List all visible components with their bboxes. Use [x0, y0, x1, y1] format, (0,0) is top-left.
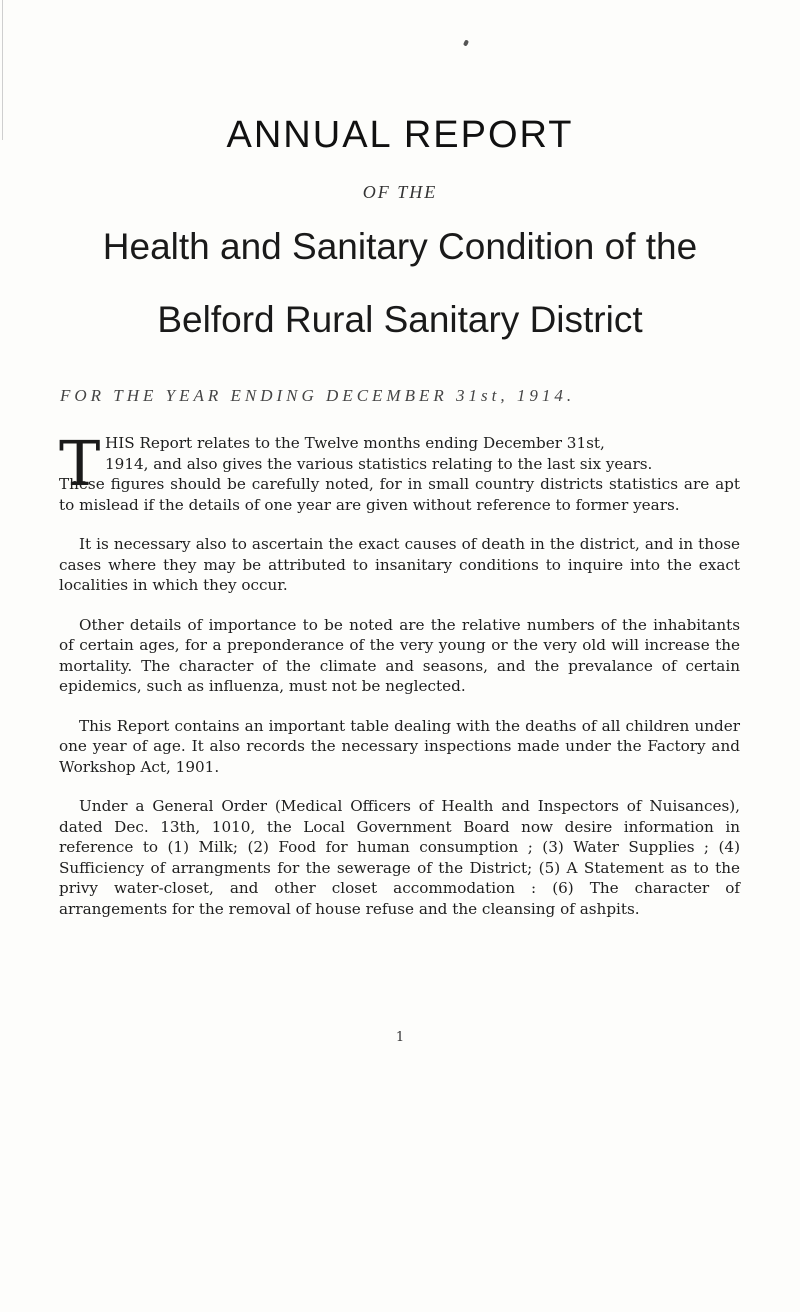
year-ending-line: FOR THE YEAR ENDING DECEMBER 31st, 1914.: [60, 386, 576, 405]
report-body: [59, 427, 740, 938]
ink-speck: [463, 39, 469, 46]
page-number: 1: [395, 1030, 405, 1045]
report-title: ANNUAL REPORT: [226, 114, 574, 156]
subtitle-line-1: Health and Sanitary Condition of the: [102, 226, 698, 267]
paragraph-1-rest: These figures should be carefully noted, for in small country districts statistics are apt to mislead if the details of one year are given without reference to former years.: [59, 475, 740, 514]
paragraph-1: [59, 427, 740, 515]
drop-cap: T: [59, 427, 101, 500]
paragraph-1-indented: 1914, and also gives the various statistics relating to the last six years.: [105, 454, 653, 473]
subtitle-line-2: Belford Rural Sanitary District: [157, 299, 643, 340]
paragraph-2: It is necessary also to ascertain the exact causes of death in the district, and in those cases where they may be attributed to insanitary conditions to inquire into the exact localities in which they occur.: [59, 535, 740, 594]
paragraph-4: This Report contains an important table dealing with the deaths of all children under one year of age. It also records the necessary inspections made under the Factory and Workshop Act, 1901.: [59, 716, 740, 776]
of-the-line: OF THE: [362, 182, 438, 202]
paragraph-1-first-line: HIS Report relates to the Twelve months ending December 31st,: [105, 434, 605, 452]
paragraph-5: Under a General Order (Medical Officers of Health and Inspectors of Nuisances), dated Dec. 13th, 1010, the Local Government Board now desire information in reference to (1) Milk; (2) Food for human consumption ; (3) Water Supplies ; (4) Sufficiency of arrangments for the sewerage of the District; (5) A Statement as to the privy water-closet, and other closet accommodation : (6) The character of arrangements for the removal of house refuse and the cleansing of ashpits.: [59, 797, 740, 918]
paragraph-3: Other details of importance to be noted are the relative numbers of the inhabitants of certain ages, for a preponderance of the very young or the very old will increase the mortality. The character of the climate and seasons, and the prevalance of certain epidemics, such as influenza, must not be neglected.: [59, 615, 740, 695]
